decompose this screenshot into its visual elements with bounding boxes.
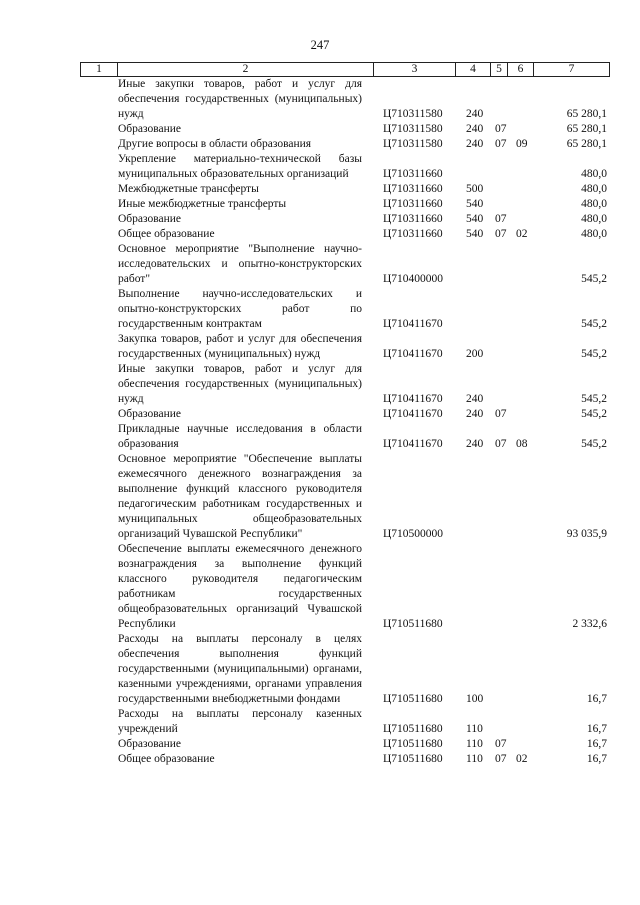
row-code: Ц710411670 [383, 318, 443, 330]
row-col4: 240 [466, 138, 484, 150]
row-col4: 110 [466, 723, 483, 735]
table-row [0, 707, 640, 737]
table-row [0, 122, 640, 137]
row-name: Выполнение научно-исследовательских и опытно-конструкторских работ по государственным контрактам [118, 288, 362, 330]
row-col4: 540 [466, 228, 484, 240]
table-row [0, 182, 640, 197]
row-name: Основное мероприятие "Выполнение научно-исследовательских и опытно-конструкторских работ" [118, 243, 362, 285]
row-code: Ц710311660 [383, 198, 443, 210]
row-code: Ц710500000 [383, 528, 444, 540]
row-amount: 480,0 [581, 213, 607, 225]
table-row [0, 407, 640, 422]
row-amount: 480,0 [581, 198, 607, 210]
row-col5: 07 [495, 753, 507, 765]
row-col6: 02 [516, 228, 528, 240]
row-amount: 545,2 [581, 318, 607, 330]
header-col-6: 6 [508, 63, 534, 76]
table-row [0, 332, 640, 362]
table-row [0, 242, 640, 287]
row-amount: 16,7 [586, 693, 607, 705]
row-col4: 200 [466, 348, 484, 360]
row-name: Общее образование [118, 228, 215, 240]
row-amount: 16,7 [586, 738, 607, 750]
row-col4: 240 [466, 108, 484, 120]
row-name: Образование [118, 213, 182, 225]
row-name: Обеспечение выплаты ежемесячного денежного вознаграждения за выполнение функций классного руководителя педагогическим работникам государственных общеобразовательных организаций Чувашской Республики [118, 543, 362, 630]
row-amount: 545,2 [581, 348, 607, 360]
row-code: Ц710311660 [383, 213, 443, 225]
row-code: Ц710311660 [383, 183, 443, 195]
row-code: Ц710311580 [383, 123, 443, 135]
row-code: Ц710411670 [383, 438, 443, 450]
row-col5: 07 [495, 138, 507, 150]
row-code: Ц710411670 [383, 393, 443, 405]
row-name: Образование [118, 123, 182, 135]
row-col5: 07 [495, 123, 507, 135]
row-col5: 07 [495, 228, 507, 240]
table-row [0, 77, 640, 122]
row-col5: 07 [495, 408, 507, 420]
row-col4: 540 [466, 198, 484, 210]
row-code: Ц710411670 [383, 408, 443, 420]
row-col6: 02 [516, 753, 528, 765]
table-header [80, 62, 610, 77]
row-col5: 07 [495, 438, 507, 450]
row-col4: 240 [466, 438, 484, 450]
row-col6: 09 [516, 138, 528, 150]
row-col4: 100 [466, 693, 484, 705]
header-col-5: 5 [491, 63, 508, 76]
row-amount: 545,2 [581, 408, 607, 420]
row-code: Ц710511680 [383, 738, 443, 750]
row-col4: 500 [466, 183, 484, 195]
row-amount: 480,0 [581, 228, 607, 240]
row-amount: 65 280,1 [566, 138, 607, 150]
row-code: Ц710411670 [383, 348, 443, 360]
table-row [0, 287, 640, 332]
header-col-4: 4 [456, 63, 491, 76]
row-name: Межбюджетные трансферты [118, 183, 259, 195]
header-col-7: 7 [534, 63, 610, 76]
table-row [0, 752, 640, 767]
row-col5: 07 [495, 213, 507, 225]
row-amount: 2 332,6 [572, 618, 607, 630]
row-code: Ц710311580 [383, 108, 443, 120]
row-col4: 540 [466, 213, 484, 225]
row-name: Иные закупки товаров, работ и услуг для обеспечения государственных (муниципальных) нужд [118, 78, 362, 120]
table-row [0, 227, 640, 242]
row-col6: 08 [516, 438, 528, 450]
header-col-1: 1 [80, 63, 118, 76]
header-col-2: 2 [118, 63, 374, 76]
row-amount: 16,7 [586, 753, 607, 765]
row-amount: 93 035,9 [566, 528, 607, 540]
row-amount: 65 280,1 [566, 123, 607, 135]
row-amount: 65 280,1 [566, 108, 607, 120]
row-col5: 07 [495, 738, 507, 750]
row-amount: 480,0 [581, 183, 607, 195]
row-col4: 240 [466, 393, 484, 405]
row-name: Другие вопросы в области образования [118, 138, 312, 150]
row-name: Основное мероприятие "Обеспечение выплаты ежемесячного денежного вознаграждения за выполнение функций классного руководителя педагогическим работникам государственных и муниципальных общеобразовательных организаций Чувашской Республики" [118, 453, 362, 540]
row-code: Ц710311660 [383, 168, 443, 180]
row-name: Прикладные научные исследования в области образования [118, 423, 362, 450]
row-col4: 110 [466, 753, 483, 765]
row-code: Ц710511680 [383, 618, 443, 630]
budget-table-body [0, 77, 640, 767]
row-name: Иные закупки товаров, работ и услуг для обеспечения государственных (муниципальных) нужд [118, 363, 362, 405]
table-row [0, 632, 640, 707]
row-name: Иные межбюджетные трансферты [118, 198, 287, 210]
row-name: Расходы на выплаты персоналу казенных учреждений [118, 708, 362, 735]
row-amount: 545,2 [581, 438, 607, 450]
row-col4: 240 [466, 408, 484, 420]
row-name: Образование [118, 408, 182, 420]
row-amount: 545,2 [581, 273, 607, 285]
row-col4: 110 [466, 738, 483, 750]
table-row [0, 362, 640, 407]
row-code: Ц710511680 [383, 693, 443, 705]
table-row [0, 152, 640, 182]
table-row [0, 197, 640, 212]
row-code: Ц710311660 [383, 228, 443, 240]
row-name: Образование [118, 738, 182, 750]
row-code: Ц710511680 [383, 753, 443, 765]
table-row [0, 452, 640, 542]
row-name: Расходы на выплаты персоналу в целях обеспечения выполнения функций государственными (муниципальными) органами, казенными учреждениями, органами управления государственными внебюджетными фондами [118, 633, 362, 705]
table-row [0, 422, 640, 452]
table-row [0, 212, 640, 227]
row-amount: 545,2 [581, 393, 607, 405]
row-col4: 240 [466, 123, 484, 135]
table-row [0, 137, 640, 152]
row-amount: 480,0 [581, 168, 607, 180]
row-amount: 16,7 [586, 723, 607, 735]
table-row [0, 542, 640, 632]
row-code: Ц710311580 [383, 138, 443, 150]
page-number: 247 [310, 38, 330, 52]
row-name: Общее образование [118, 753, 215, 765]
table-row [0, 737, 640, 752]
row-code: Ц710400000 [383, 273, 444, 285]
row-name: Укрепление материально-технической базы муниципальных образовательных организаций [118, 153, 362, 180]
row-code: Ц710511680 [383, 723, 443, 735]
row-name: Закупка товаров, работ и услуг для обеспечения государственных (муниципальных) нужд [118, 333, 362, 360]
header-col-3: 3 [374, 63, 456, 76]
